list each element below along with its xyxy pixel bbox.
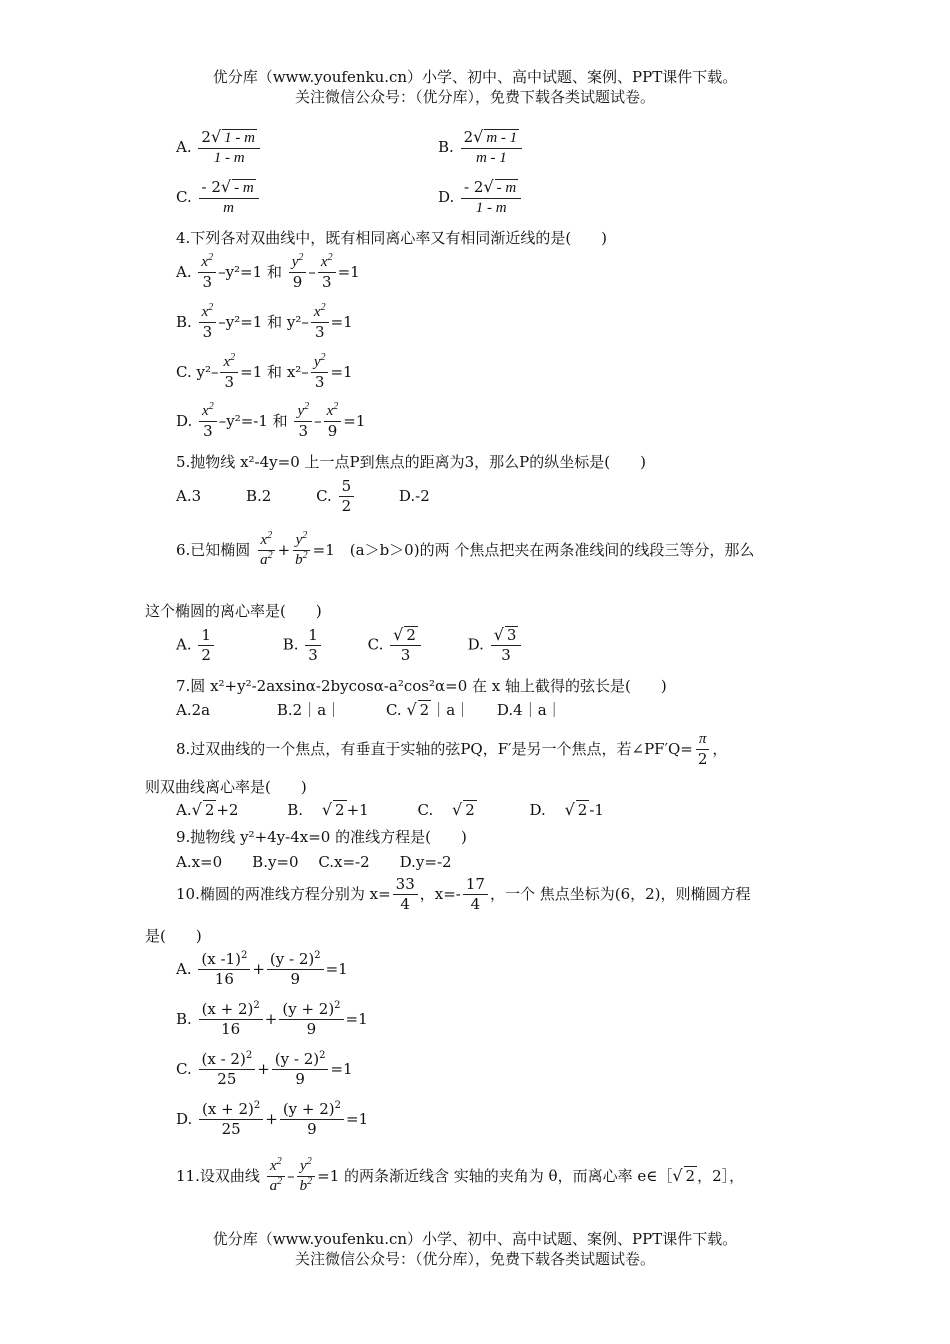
- q9-stem: 9.抛物线 y²+4y-4x=0 的准线方程是( ): [176, 828, 467, 846]
- footer-line-2: 关注微信公众号：（优分库），免费下载各类试题试卷。: [294, 1250, 655, 1268]
- q11-stem: 11.设双曲线 $\frac{x^2}{a^2}$ – $\frac{y^2}{b^2}$ =1 的两条渐近线含 实轴的夹角为 θ，而离心率 e∈［√ 2 ，2］，: [176, 1156, 745, 1195]
- q3-option-b: B. $\frac{2√ m - 1}{m - 1}$: [438, 128, 524, 168]
- q8-options: A.√ 2 +2 B. √ 2 +1 C. √ 2 D. √ 2 -1: [176, 800, 604, 819]
- q9-options: A.x=0 B.y=0 C.x=-2 D.y=-2: [176, 853, 452, 871]
- q4-option-c: C. y²– $\frac{x^2}{3}$ =1 和 x²– $\frac{y^2}{3}$ =1: [176, 352, 353, 392]
- q6-stem-line2: 这个椭圆的离心率是( ): [145, 602, 322, 620]
- q4-stem: 4.下列各对双曲线中，既有相同离心率又有相同渐近线的是( ): [176, 229, 608, 247]
- q4-option-a: A. $\frac{x^2}{3}$ –y²=1 和 $\frac{y^2}{9}$ – $\frac{x^2}{3}$ =1: [176, 252, 360, 292]
- header-line-1: 优分库（www.youfenku.cn）小学、初中、高中试题、案例、PPT课件下载。: [212, 68, 738, 86]
- q10-stem-line2: 是( ): [145, 927, 202, 945]
- q5-stem: 5.抛物线 x²-4y=0 上一点P到焦点的距离为3，那么P的纵坐标是( ): [176, 453, 646, 471]
- q6-stem: 6.已知椭圆 $\frac{x^2}{a^2}$ + $\frac{y^2}{b^2}$ =1 (a＞b＞0)的两 个焦点把夹在两条准线间的线段三等分，那么: [176, 530, 755, 569]
- footer-line-1: 优分库（www.youfenku.cn）小学、初中、高中试题、案例、PPT课件下载。: [212, 1230, 738, 1248]
- q10-option-d: D. $\frac{(x + 2)^2}{25}$ + $\frac{(y + 2)^2}{9}$ =1: [176, 1100, 369, 1139]
- q5-options: A.3 B.2 C. $\frac{5}{2}$ D.-2: [176, 477, 430, 516]
- q3-option-c: C. $\frac{- 2√ - m}{m}$: [176, 178, 261, 218]
- q8-stem-line2: 则双曲线离心率是( ): [145, 778, 307, 796]
- q6-options: A. $\frac{1}{2}$ B. $\frac{1}{3}$ C. $\frac{√ 2}{3}$ D. $\frac{√ 3}{3}$: [176, 626, 523, 665]
- q4-option-d: D. $\frac{x^2}{3}$ –y²=-1 和 $\frac{y^2}{3}$ – $\frac{x^2}{9}$ =1: [176, 401, 366, 441]
- q3-option-d: D. $\frac{- 2√ - m}{1 - m}$: [438, 178, 523, 218]
- q3-option-a: A. $\frac{2√ 1 - m}{1 - m}$: [176, 128, 262, 168]
- q7-stem: 7.圆 x²+y²-2axsinα-2bycosα-a²cos²α=0 在 x 轴上截得的弦长是( ): [176, 677, 667, 695]
- q10-option-b: B. $\frac{(x + 2)^2}{16}$ + $\frac{(y + 2)^2}{9}$ =1: [176, 1000, 368, 1039]
- q10-option-a: A. $\frac{(x -1)^2}{16}$ + $\frac{(y - 2)^2}{9}$ =1: [176, 950, 348, 989]
- q4-option-b: B. $\frac{x^2}{3}$ –y²=1 和 y²– $\frac{x^2}{3}$ =1: [176, 302, 353, 342]
- header-line-2: 关注微信公众号：（优分库），免费下载各类试题试卷。: [294, 88, 655, 106]
- q8-stem: 8.过双曲线的一个焦点，有垂直于实轴的弦PQ，F′是另一个焦点，若∠PF′Q= $\frac{\pi}{2}$ ，: [176, 731, 728, 769]
- q10-option-c: C. $\frac{(x - 2)^2}{25}$ + $\frac{(y - 2)^2}{9}$ =1: [176, 1050, 353, 1089]
- q7-options: A.2a B.2｜a｜ C. √ 2 ｜a｜ D.4｜a｜: [176, 700, 562, 719]
- q10-stem: 10.椭圆的两准线方程分别为 x= $\frac{33}{4}$ ，x=- $\frac{17}{4}$ ，一个 焦点坐标为(6，2)，则椭圆方程: [176, 875, 751, 914]
